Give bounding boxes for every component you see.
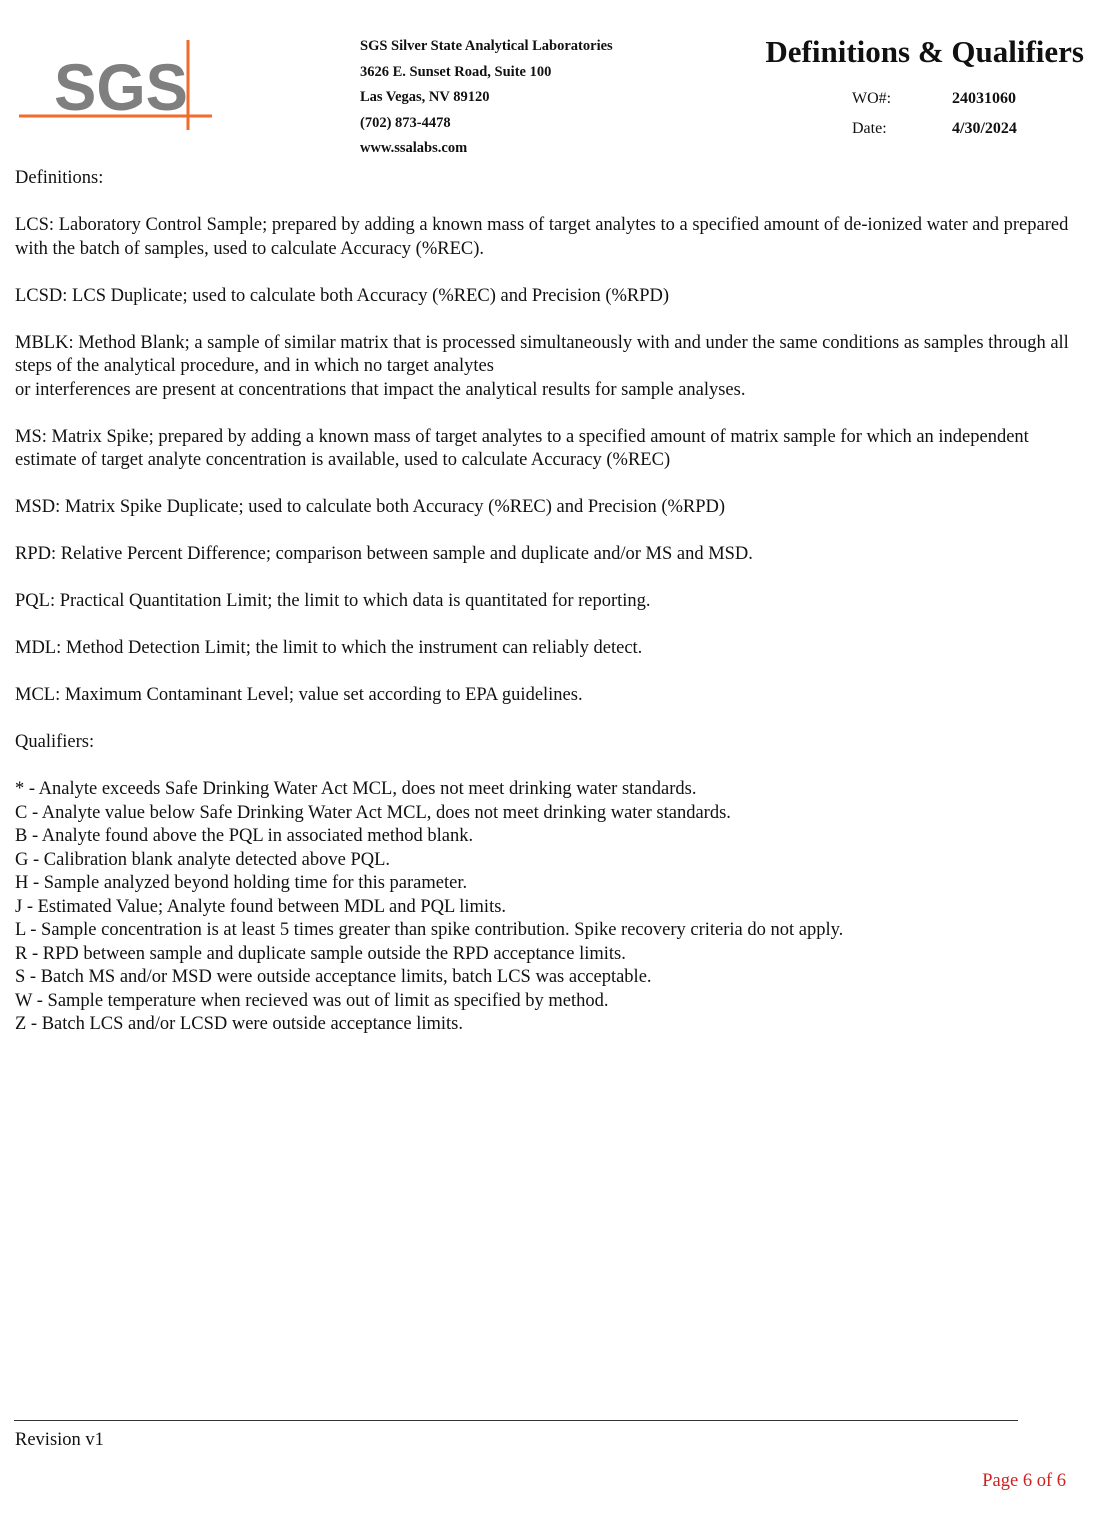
document-body xyxy=(15,167,1090,1037)
definition-mdl: MDL: Method Detection Limit; the limit to which the instrument can reliably detect. xyxy=(15,638,643,658)
lab-address-line2: Las Vegas, NV 89120 xyxy=(360,89,490,105)
definition-lcsd: LCSD: LCS Duplicate; used to calculate both Accuracy (%REC) and Precision (%RPD) xyxy=(15,285,670,306)
definition-rpd: RPD: Relative Percent Difference; comparison between sample and duplicate and/or MS and MSD. xyxy=(15,544,753,564)
sgs-logo xyxy=(16,36,216,136)
revision-label: Revision v1 xyxy=(15,1430,104,1450)
definition-ms: MS: Matrix Spike; prepared by adding a known mass of target analytes to a specified amount of matrix sample for which an independent estimate of target analyte concentration is available, used to calculate Accuracy (%REC) xyxy=(15,426,1029,470)
definition-mblk: MBLK: Method Blank; a sample of similar matrix that is processed simultaneously with and under the same conditions as samples through all steps of the analytical procedure, and in which no target analytes or interferences are present at concentrations that impact the analytical results for sample analyses. xyxy=(15,332,1069,400)
page-title: Definitions & Qualifiers xyxy=(765,34,1084,69)
date-row xyxy=(852,114,1017,144)
qualifier-item: H - Sample analyzed beyond holding time for this parameter. xyxy=(15,873,468,893)
wo-label: WO#: xyxy=(852,90,892,107)
definition-msd: MSD: Matrix Spike Duplicate; used to calculate both Accuracy (%REC) and Precision (%RPD) xyxy=(15,497,726,517)
date-label: Date: xyxy=(852,120,887,137)
wo-value: 24031060 xyxy=(952,90,1016,107)
footer-divider xyxy=(14,1420,1018,1421)
definitions-list xyxy=(15,214,1090,708)
qualifier-item: G - Calibration blank analyte detected above PQL. xyxy=(15,849,391,870)
qualifier-item: C - Analyte value below Safe Drinking Water Act MCL, does not meet drinking water standards. xyxy=(15,802,731,823)
wo-row xyxy=(852,84,1017,114)
lab-contact-block xyxy=(360,34,613,162)
definition-mcl: MCL: Maximum Contaminant Level; value set according to EPA guidelines. xyxy=(15,685,583,705)
qualifier-item: B - Analyte found above the PQL in associated method blank. xyxy=(15,826,474,846)
qualifier-item: S - Batch MS and/or MSD were outside acceptance limits, batch LCS was acceptable. xyxy=(15,967,652,987)
qualifier-item: J - Estimated Value; Analyte found between MDL and PQL limits. xyxy=(15,896,507,917)
qualifier-item: * - Analyte exceeds Safe Drinking Water Act MCL, does not meet drinking water standards. xyxy=(15,779,697,799)
qualifier-item: L - Sample concentration is at least 5 times greater than spike contribution. Spike recovery criteria do not apply. xyxy=(15,920,844,940)
qualifier-item: R - RPD between sample and duplicate sample outside the RPD acceptance limits. xyxy=(15,943,626,964)
lab-name: SGS Silver State Analytical Laboratories xyxy=(360,38,613,54)
logo-text: SGS xyxy=(54,50,188,124)
qualifier-item: Z - Batch LCS and/or LCSD were outside acceptance limits. xyxy=(15,1014,463,1034)
definition-pql: PQL: Practical Quantitation Limit; the limit to which data is quantitated for reporting. xyxy=(15,591,651,611)
qualifiers-heading: Qualifiers: xyxy=(15,732,95,752)
qualifier-item: W - Sample temperature when recieved was out of limit as specified by method. xyxy=(15,990,609,1011)
definition-lcs: LCS: Laboratory Control Sample; prepared by adding a known mass of target analytes to a specified amount of de-ionized water and prepared with the batch of samples, used to calculate Accuracy (%REC). xyxy=(15,215,1069,259)
document-meta xyxy=(852,84,1017,144)
qualifiers-list xyxy=(15,778,1090,1037)
lab-website: www.ssalabs.com xyxy=(360,140,468,156)
lab-address-line1: 3626 E. Sunset Road, Suite 100 xyxy=(360,63,552,80)
lab-phone: (702) 873-4478 xyxy=(360,114,451,131)
page-number: Page 6 of 6 xyxy=(982,1471,1066,1491)
date-value: 4/30/2024 xyxy=(952,120,1017,137)
definitions-heading: Definitions: xyxy=(15,168,104,188)
